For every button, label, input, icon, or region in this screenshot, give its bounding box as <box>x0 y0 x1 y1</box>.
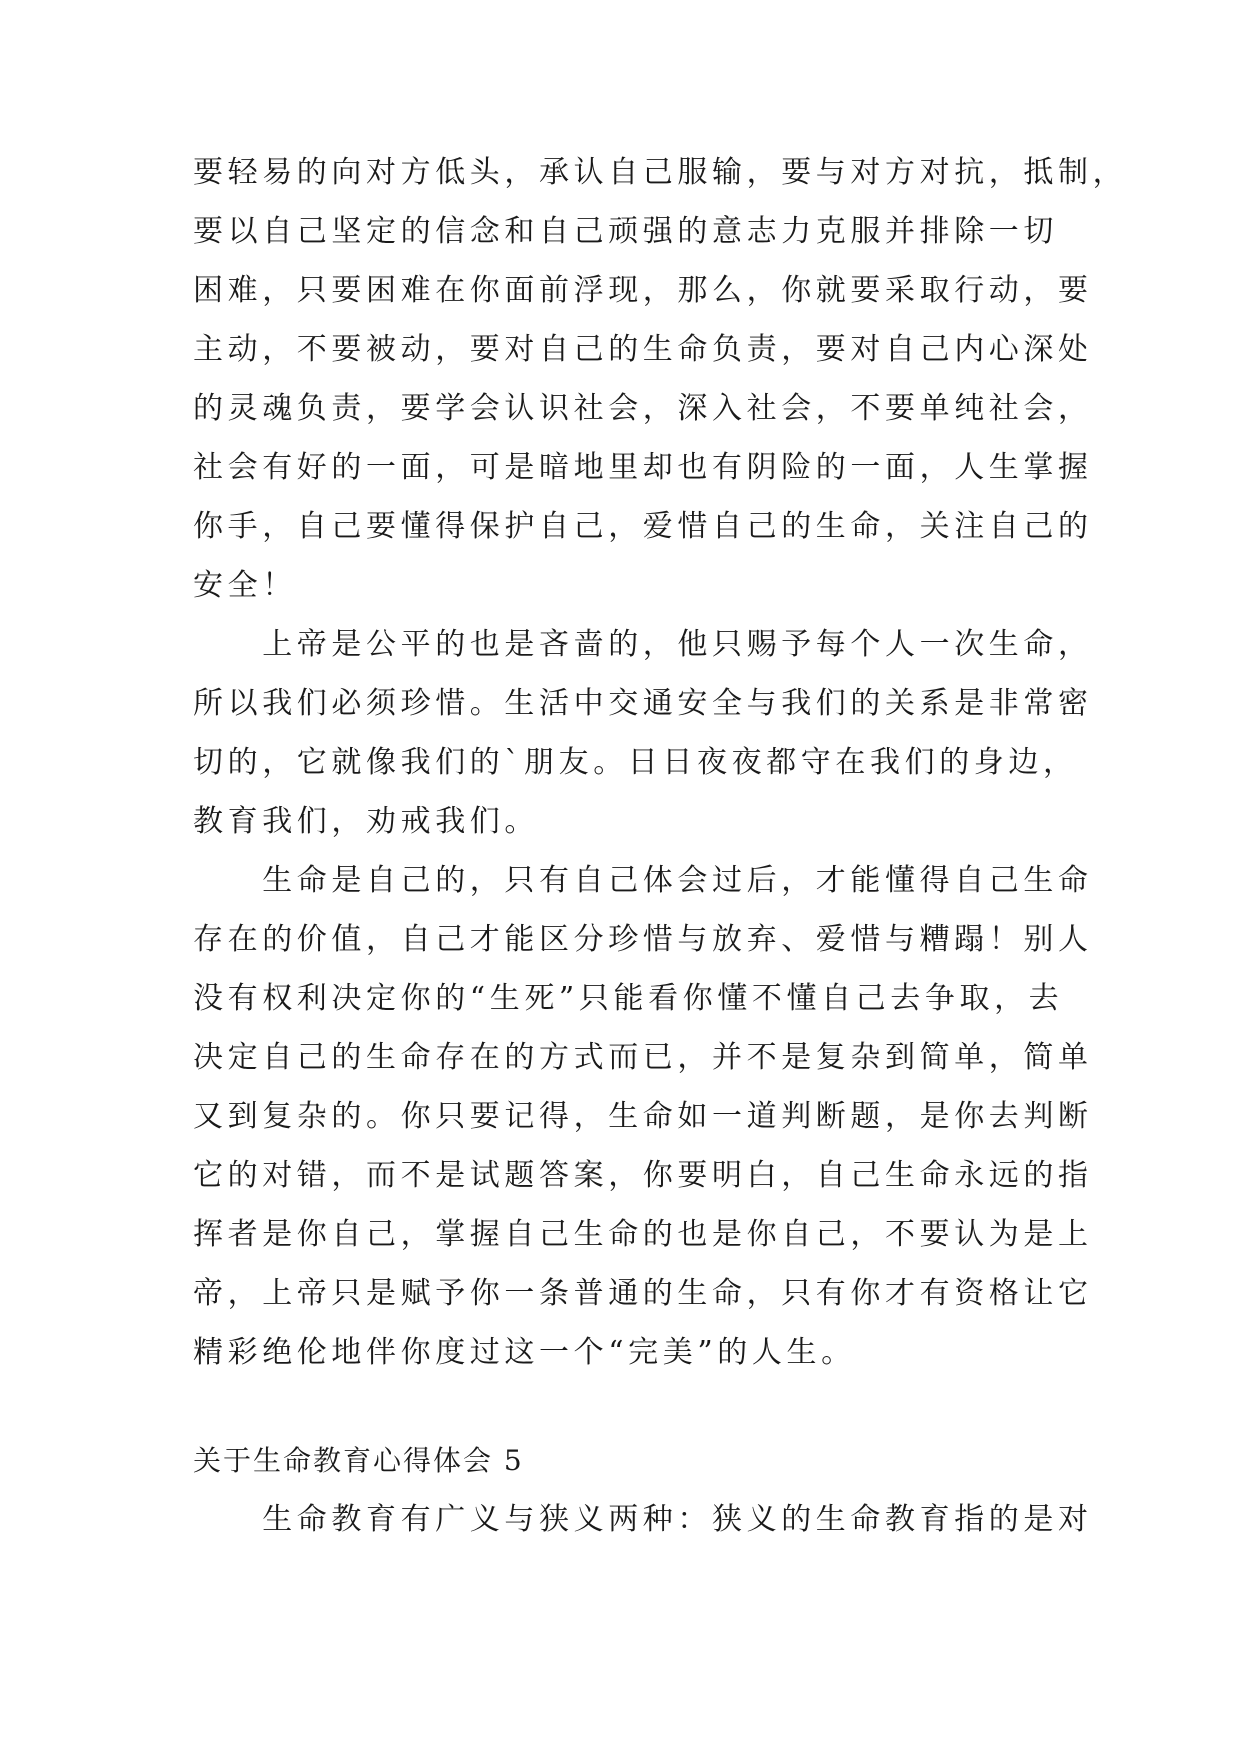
body-text-line: 你手，自己要懂得保护自己，爱惜自己的生命，关注自己的 <box>193 509 1093 544</box>
body-text-line: 它的对错，而不是试题答案，你要明白，自己生命永远的指 <box>193 1158 1093 1193</box>
body-text-line: 切的，它就像我们的`朋友。日日夜夜都守在我们的身边， <box>193 745 1078 780</box>
body-text-line: 决定自己的生命存在的方式而已，并不是复杂到简单，简单 <box>193 1040 1093 1075</box>
body-text-line: 主动，不要被动，要对自己的生命负责，要对自己内心深处 <box>193 332 1093 367</box>
body-text-line: 精彩绝伦地伴你度过这一个“完美”的人生。 <box>193 1335 856 1370</box>
body-text-line: 社会有好的一面，可是暗地里却也有阴险的一面，人生掌握 <box>193 450 1093 485</box>
body-text-line: 安全！ <box>193 568 297 603</box>
body-text-line: 要轻易的向对方低头，承认自己服输，要与对方对抗，抵制， <box>193 155 1128 190</box>
body-text-line: 帝，上帝只是赋予你一条普通的生命，只有你才有资格让它 <box>193 1276 1093 1311</box>
body-text-line: 要以自己坚定的信念和自己顽强的意志力克服并排除一切 <box>193 214 1058 249</box>
body-text-line: 生命教育有广义与狭义两种：狭义的生命教育指的是对 <box>193 1502 1093 1537</box>
body-text-line: 上帝是公平的也是吝啬的，他只赐予每个人一次生命， <box>193 627 1093 662</box>
body-text-line: 没有权利决定你的“生死”只能看你懂不懂自己去争取，去 <box>193 981 1064 1016</box>
body-text-line: 生命是自己的，只有自己体会过后，才能懂得自己生命 <box>193 863 1093 898</box>
section-heading: 关于生命教育心得体会 5 <box>193 1444 524 1477</box>
body-text-line: 的灵魂负责，要学会认识社会，深入社会，不要单纯社会， <box>193 391 1093 426</box>
body-text-line: 挥者是你自己，掌握自己生命的也是你自己，不要认为是上 <box>193 1217 1093 1252</box>
body-text-line: 又到复杂的。你只要记得，生命如一道判断题，是你去判断 <box>193 1099 1093 1134</box>
body-text-line: 困难，只要困难在你面前浮现，那么，你就要采取行动，要 <box>193 273 1093 308</box>
body-text-line: 存在的价值，自己才能区分珍惜与放弃、爱惜与糟蹋！别人 <box>193 922 1093 957</box>
body-text-line: 教育我们，劝戒我们。 <box>193 804 539 839</box>
body-text-line: 所以我们必须珍惜。生活中交通安全与我们的关系是非常密 <box>193 686 1093 721</box>
